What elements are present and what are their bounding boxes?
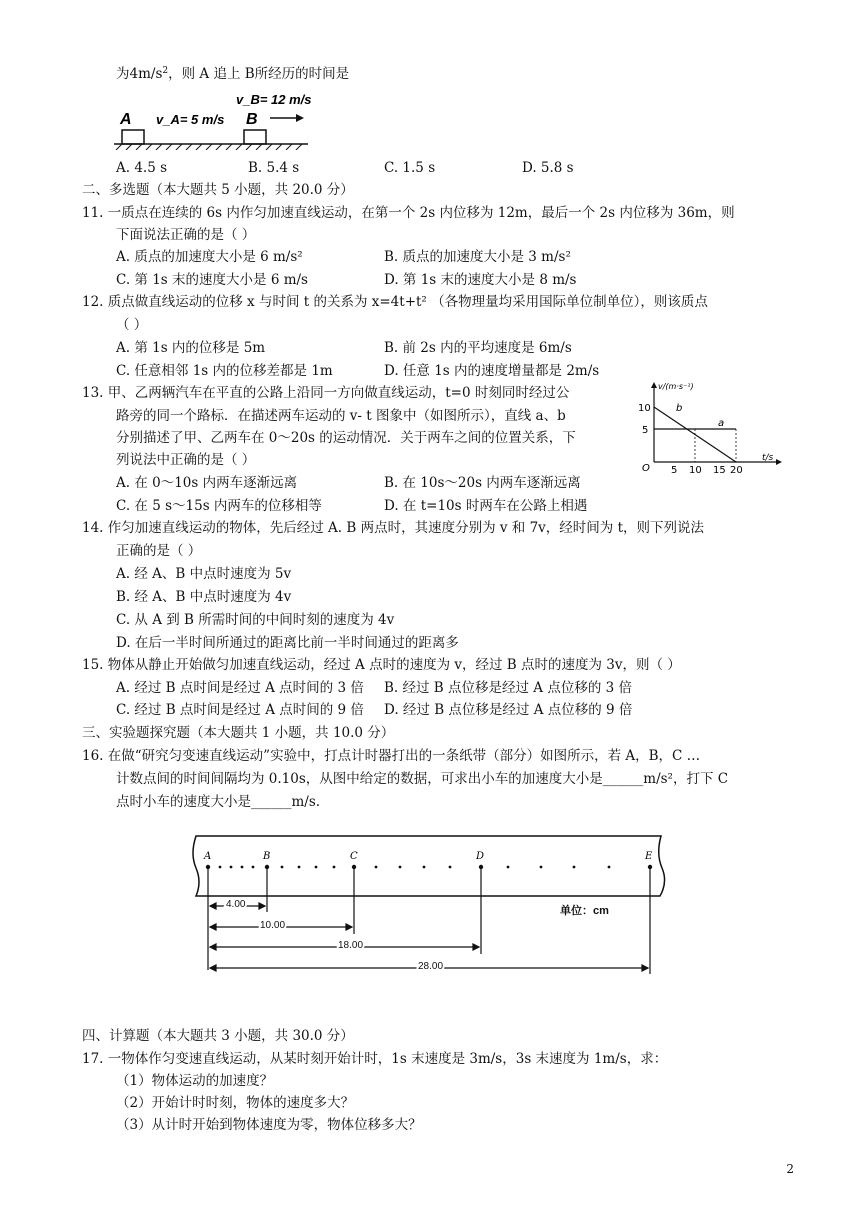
q10-option-d[interactable]: D. 5.8 s xyxy=(522,160,574,176)
tape-point-a: A xyxy=(204,851,212,862)
q17-subquestion-3: （3）从计时开始到物体速度为零，物体位移多大？ xyxy=(116,1117,422,1133)
q17-subquestion-2: （2）开始计时时刻，物体的速度多大？ xyxy=(116,1095,355,1111)
q12-option-c[interactable]: C. 任意相邻 1s 内的位移差都是 1m xyxy=(116,363,333,379)
q17-subquestion-1: （1）物体运动的加速度？ xyxy=(116,1073,274,1089)
q15-option-a[interactable]: A. 经过 B 点时间是经过 A 点时间的 3 倍 xyxy=(116,680,364,696)
graph-origin: O xyxy=(642,463,650,474)
block-b xyxy=(244,130,266,144)
q16-ticker-tape xyxy=(186,834,676,984)
q13-stem-line4: 列说法中正确的是（ ） xyxy=(116,452,256,468)
q12-option-d[interactable]: D. 任意 1s 内的速度增量都是 2m/s xyxy=(384,363,600,379)
q17-stem-line1: 17. 一物体作匀变速直线运动，从某时刻开始计时，1s 末速度是 3m/s，3s 末速度为 1m/s，求： xyxy=(82,1051,668,1067)
q13-stem-line3: 分别描述了甲、乙两车在 0～20s 的运动情况．关于两车之间的位置关系，下 xyxy=(116,430,576,446)
q13-option-c[interactable]: C. 在 5 s～15s 内两车的位移相等 xyxy=(116,498,322,514)
q15-option-b[interactable]: B. 经过 B 点位移是经过 A 点位移的 3 倍 xyxy=(384,680,633,696)
q12-stem-line1: 12. 质点做直线运动的位移 x 与时间 t 的关系为 x=4t+t² （各物理量均采用国际单位制单位），则该质点 xyxy=(82,294,708,310)
q14-stem-line1: 14. 作匀加速直线运动的物体，先后经过 A. B 两点时，其速度分别为 v 和 7v，经时间为 t，则下列说法 xyxy=(82,520,705,536)
vb-label: v_B= 12 m/s xyxy=(236,92,312,107)
tape-dist-ab: 4.00 xyxy=(226,899,246,910)
q14-option-b[interactable]: B. 经 A、B 中点时速度为 4v xyxy=(116,589,292,605)
q13-option-b[interactable]: B. 在 10s～20s 内两车逐渐远离 xyxy=(384,475,581,491)
graph-ytick-10: 10 xyxy=(638,403,651,414)
section-multiple-choice-heading: 二、多选题（本大题共 5 小题，共 20.0 分） xyxy=(82,182,354,198)
graph-xtick-20: 20 xyxy=(730,465,743,476)
q13-stem-line2: 路旁的同一个路标．在描述两车运动的 v- t 图象中（如图所示），直线 a、b xyxy=(116,408,566,424)
tape-point-b: B xyxy=(263,851,271,862)
section-experiment-heading: 三、实验题探究题（本大题共 1 小题，共 10.0 分） xyxy=(82,725,395,741)
graph-xtick-15: 15 xyxy=(713,465,726,476)
graph-ytick-5: 5 xyxy=(642,425,649,436)
q10-figure xyxy=(112,90,312,150)
tape-unit-label: 单位：cm xyxy=(560,905,609,917)
graph-label-b: b xyxy=(676,403,683,414)
graph-xlabel: t/s xyxy=(762,453,774,463)
q13-vt-graph xyxy=(636,380,786,476)
q11-option-b[interactable]: B. 质点的加速度大小是 3 m/s² xyxy=(384,249,571,265)
q14-stem-line2: 正确的是（ ） xyxy=(116,543,202,559)
graph-ylabel: v/(m·s⁻¹) xyxy=(658,382,694,391)
section-calculation-heading: 四、计算题（本大题共 3 小题，共 30.0 分） xyxy=(82,1028,354,1044)
tape-point-d: D xyxy=(476,851,485,862)
page-number: 2 xyxy=(786,1162,794,1176)
graph-xtick-10: 10 xyxy=(689,465,702,476)
q11-option-a[interactable]: A. 质点的加速度大小是 6 m/s² xyxy=(116,249,303,265)
q10-option-a[interactable]: A. 4.5 s xyxy=(116,160,168,176)
q13-stem-line1: 13. 甲、乙两辆汽车在平直的公路上沿同一方向做直线运动，t=0 时刻同时经过公 xyxy=(82,385,570,401)
tape-point-c: C xyxy=(350,851,358,862)
q11-option-c[interactable]: C. 第 1s 末的速度大小是 6 m/s xyxy=(116,272,308,288)
q10-continuation: 为$4m/s^2$，则 A 追上 B所经历的时间是 xyxy=(116,66,350,82)
q11-option-d[interactable]: D. 第 1s 末的速度大小是 8 m/s xyxy=(384,272,577,288)
tape-point-e: E xyxy=(645,851,653,862)
ground-hatch xyxy=(116,144,302,150)
va-label: v_A= 5 m/s xyxy=(156,112,225,127)
tape-dist-ad: 18.00 xyxy=(338,940,364,951)
q14-option-d[interactable]: D. 在后一半时间所通过的距离比前一半时间通过的距离多 xyxy=(116,635,459,651)
q12-option-b[interactable]: B. 前 2s 内的平均速度是 6m/s xyxy=(384,340,572,356)
block-a-label: A xyxy=(120,111,132,128)
q11-stem-line2: 下面说法正确的是（ ） xyxy=(116,227,256,243)
tape-dist-ae: 28.00 xyxy=(418,961,444,972)
q10-option-b[interactable]: B. 5.4 s xyxy=(248,160,300,176)
q12-option-a[interactable]: A. 第 1s 内的位移是 5m xyxy=(116,340,266,356)
tape-outline xyxy=(193,836,665,896)
graph-xtick-5: 5 xyxy=(671,465,678,476)
q15-stem-line1: 15. 物体从静止开始做匀加速直线运动，经过 A 点时的速度为 v，经过 B 点时的速度为 3v，则（ ） xyxy=(82,657,681,673)
q10-option-c[interactable]: C. 1.5 s xyxy=(384,160,436,176)
q16-stem-line1: 16. 在做“研究匀变速直线运动”实验中，打点计时器打出的一条纸带（部分）如图所示，若 A，B，C … xyxy=(82,748,701,764)
tape-dist-ac: 10.00 xyxy=(260,920,286,931)
q13-option-d[interactable]: D. 在 t=10s 时两车在公路上相遇 xyxy=(384,498,588,514)
q14-option-c[interactable]: C. 从 A 到 B 所需时间的中间时刻的速度为 4v xyxy=(116,612,395,628)
q16-stem-line3: 点时小车的速度大小是______m/s. xyxy=(116,794,321,810)
block-b-label: B xyxy=(246,111,258,128)
q15-option-d[interactable]: D. 经过 B 点位移是经过 A 点位移的 9 倍 xyxy=(384,702,633,718)
q14-option-a[interactable]: A. 经 A、B 中点时速度为 5v xyxy=(116,566,292,582)
q13-option-a[interactable]: A. 在 0～10s 内两车逐渐远离 xyxy=(116,475,298,491)
graph-label-a: a xyxy=(718,418,725,429)
q15-option-c[interactable]: C. 经过 B 点时间是经过 A 点时间的 9 倍 xyxy=(116,702,364,718)
block-a xyxy=(122,130,144,144)
q16-stem-line2: 计数点间的时间间隔均为 0.10s，从图中给定的数据，可求出小车的加速度大小是______m/s²，打下 C xyxy=(116,771,729,787)
q11-stem-line1: 11. 一质点在连续的 6s 内作匀加速直线运动，在第一个 2s 内位移为 12m，最后一个 2s 内位移为 36m，则 xyxy=(82,205,735,221)
q12-stem-line2: （ ） xyxy=(116,317,148,333)
